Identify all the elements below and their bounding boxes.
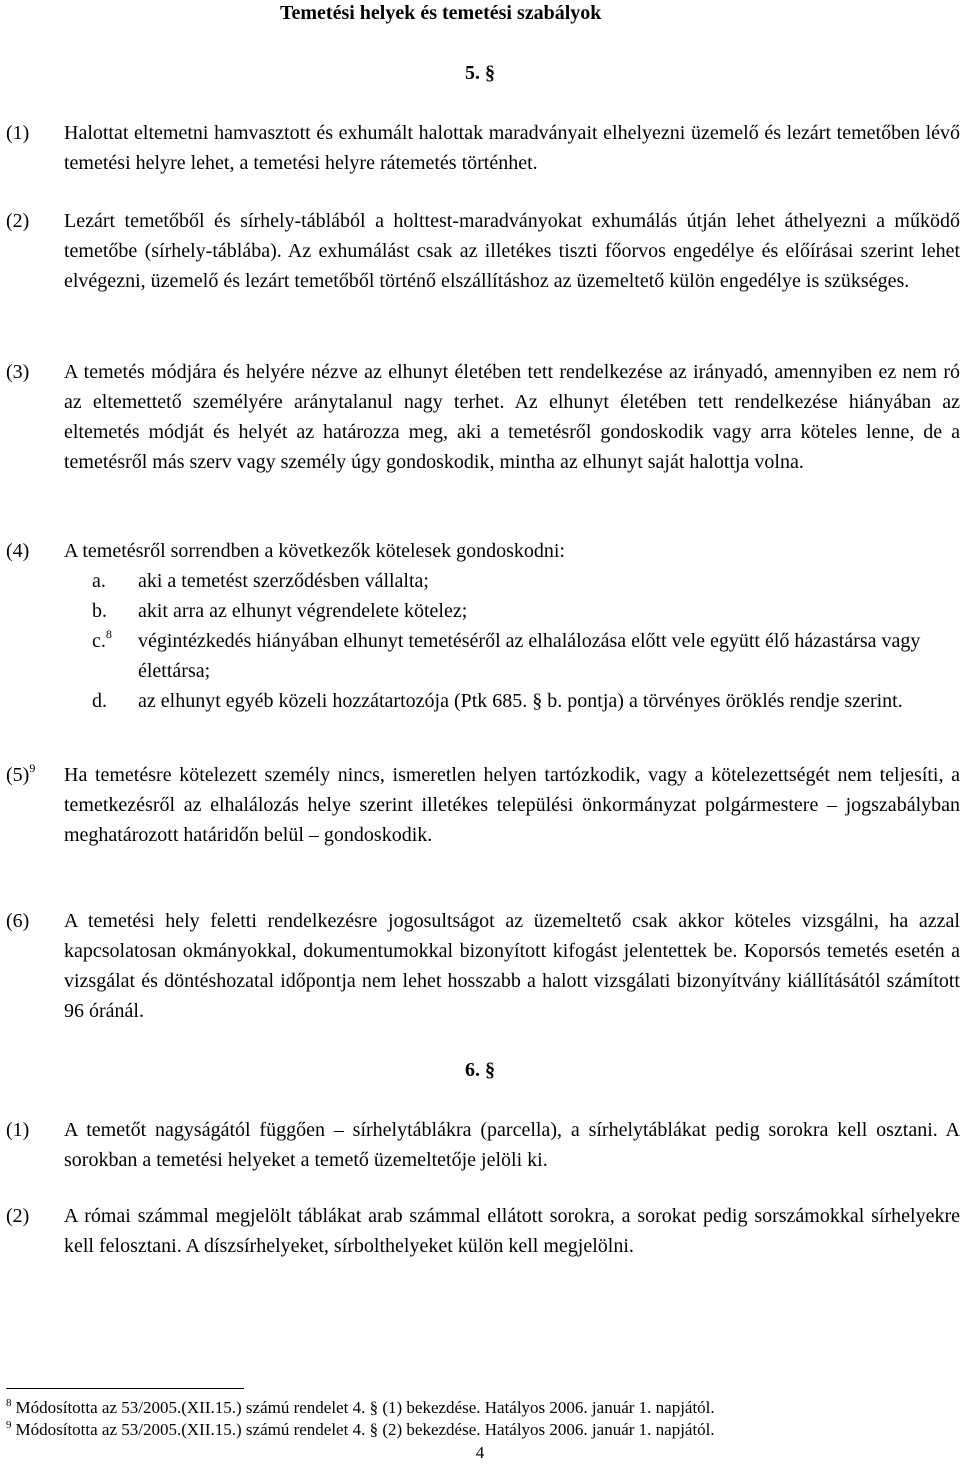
paragraph-number: (1) — [6, 122, 30, 144]
paragraph-text: A temetési hely feletti rendelkezésre jogosultságot az üzemeltető csak akkor köteles vizsgálni, ha azzal kapcsolatosan okmányokkal, dokumentumokkal bizonyított kifogást jelentettek be. Koporsós temetés esetén a vizsgálat és döntéshozatal időpontja nem lehet hosszabb a halott vizsgálati bizonyítvány kiállításától számított 96 óránál. — [64, 910, 960, 1022]
enumerated-list — [92, 566, 960, 716]
list-letter: d. — [92, 690, 107, 712]
list-item-text: végintézkedés hiányában elhunyt temetéséről az elhalálozása előtt vele együtt élő házastársa vagy élettársa; — [138, 630, 921, 682]
list-letter: b. — [92, 600, 107, 622]
footnote-number: 8 — [6, 1397, 12, 1409]
list-item — [92, 566, 960, 596]
paragraph-number: (6) — [6, 910, 30, 932]
paragraph-5-3 — [6, 357, 960, 477]
paragraph-6-2 — [6, 1201, 960, 1261]
section-heading-5: 5. § — [465, 62, 495, 84]
footnote-ref: 8 — [105, 627, 112, 641]
paragraph-number: (2) — [6, 210, 30, 232]
section-heading-6: 6. § — [465, 1059, 495, 1081]
paragraph-number: (2) — [6, 1205, 30, 1227]
list-item — [92, 596, 960, 626]
paragraph-number: (3) — [6, 361, 30, 383]
list-item — [92, 626, 960, 686]
paragraph-5-1 — [6, 118, 960, 178]
paragraph-number: (4) — [6, 540, 30, 562]
page-number: 4 — [475, 1443, 485, 1462]
paragraph-text: A temetés módjára és helyére nézve az elhunyt életében tett rendelkezése az irányadó, amennyiben ez nem ró az eltemettető személyére aránytalanul nagy terhet. Az elhunyt életében tett rendelkezése hiányában az eltemetés módját és helyét az határozza meg, aki a temetésről gondoskodik vagy arra köteles lenne, de a temetésről más szerv vagy személy úgy gondoskodik, mintha az elhunyt saját halottja volna. — [64, 361, 960, 473]
paragraph-text: Halottat eltemetni hamvasztott és exhumált halottak maradványait elhelyezni üzemelő és lezárt temetőben lévő temetési helyre lehet, a temetési helyre rátemetés történhet. — [64, 122, 960, 174]
paragraph-text: Lezárt temetőből és sírhely-táblából a holttest-maradványokat exhumálás útján lehet áthelyezni a működő temetőbe (sírhely-táblába). Az exhumálást csak az illetékes tiszti főorvos engedélye és előírásai szerint lehet elvégezni, üzemelő és lezárt temetőből történő elszállításhoz az üzemeltető külön engedélye is szükséges. — [64, 210, 960, 292]
list-item-text: akit arra az elhunyt végrendelete kötelez; — [138, 600, 468, 622]
page-title: Temetési helyek és temetési szabályok — [280, 2, 602, 24]
footnote-ref: 9 — [29, 761, 36, 775]
paragraph-text: Ha temetésre kötelezett személy nincs, ismeretlen helyen tartózkodik, vagy a kötelezettségét nem teljesíti, a temetkezésről az elhalálozás helye szerint illetékes települési önkormányzat polgármestere – jogszabályban meghatározott határidőn belül – gondoskodik. — [64, 764, 960, 846]
paragraph-5-5 — [6, 760, 960, 850]
paragraph-text: A temetésről sorrendben a következők kötelesek gondoskodni: — [64, 540, 565, 562]
paragraph-6-1 — [6, 1115, 960, 1175]
paragraph-text: A temetőt nagyságától függően – sírhelytáblákra (parcella), a sírhelytáblákat pedig sorokra kell osztani. A sorokban a temetési helyeket a temető üzemeltetője jelöli ki. — [64, 1119, 960, 1171]
paragraph-text: A római számmal megjelölt táblákat arab számmal ellátott sorokra, a sorokat pedig sorszámokkal sírhelyekre kell felosztani. A díszsírhelyeket, sírbolthelyeket külön kell megjelölni. — [64, 1205, 960, 1257]
paragraph-5-4 — [6, 536, 960, 566]
footnote-text: Módosította az 53/2005.(XII.15.) számú rendelet 4. § (2) bekezdése. Hatályos 2006. január 1. napjától. — [15, 1420, 715, 1439]
paragraph-5-6 — [6, 906, 960, 1026]
list-item-text: az elhunyt egyéb közeli hozzátartozója (Ptk 685. § b. pontja) a törvényes öröklés rendje szerint. — [138, 690, 903, 712]
paragraph-number: $(5)^9$ — [6, 761, 36, 786]
footnote-text: Módosította az 53/2005.(XII.15.) számú rendelet 4. § (1) bekezdése. Hatályos 2006. január 1. napjától. — [15, 1398, 715, 1417]
list-item-text: aki a temetést szerződésben vállalta; — [138, 570, 429, 592]
footnote-number: 9 — [6, 1419, 12, 1431]
list-letter: a. — [92, 570, 106, 592]
list-letter: c.$^8$ — [92, 627, 112, 652]
list-item — [92, 686, 960, 716]
footnote-separator — [6, 1388, 244, 1389]
footnote — [6, 1397, 715, 1419]
paragraph-number: (1) — [6, 1119, 30, 1141]
paragraph-5-2 — [6, 206, 960, 296]
